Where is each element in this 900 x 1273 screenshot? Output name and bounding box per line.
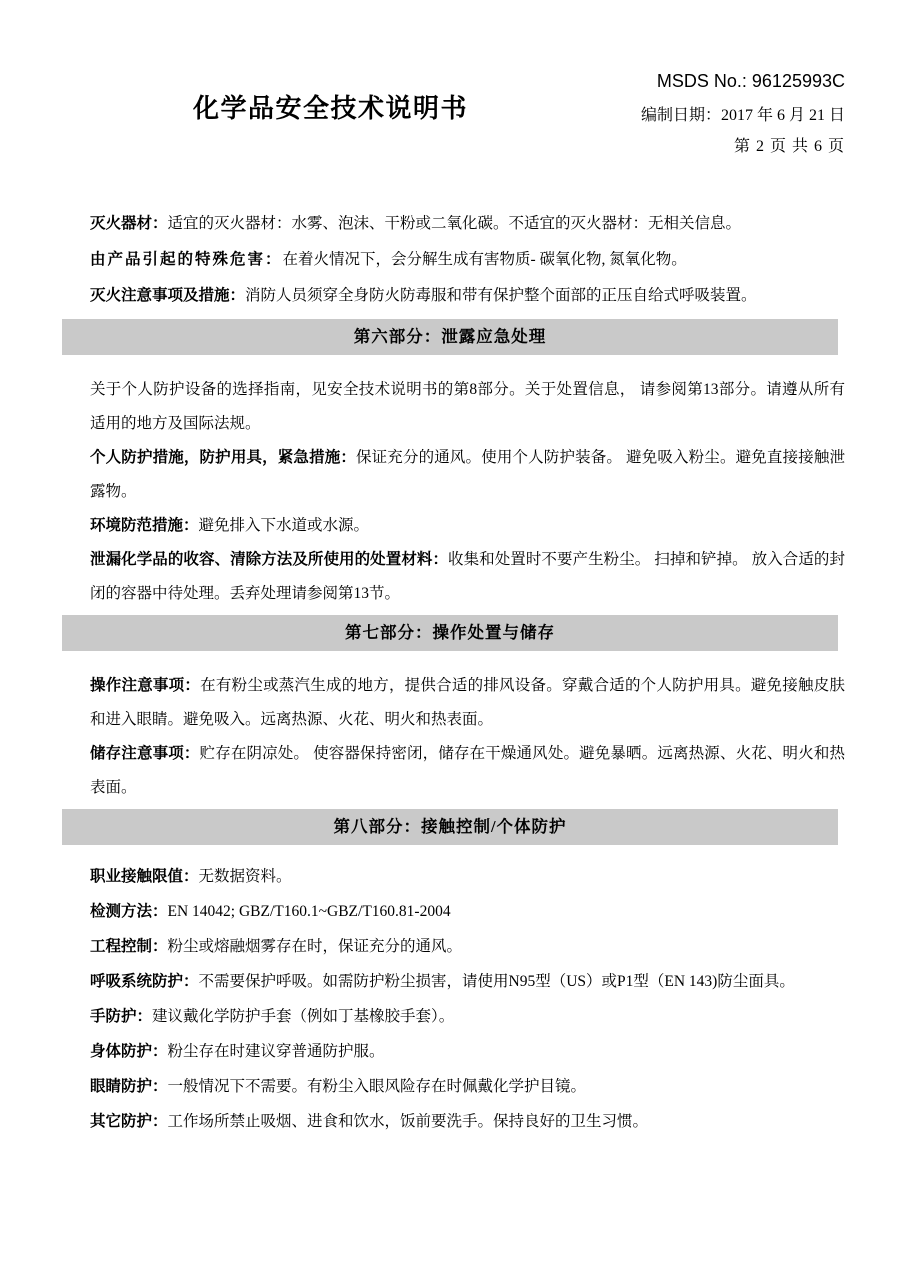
para-storage: [90, 737, 845, 805]
page-indicator: 第 2 页 共 6 页: [733, 138, 845, 155]
row-detection-method: [90, 894, 845, 929]
row-occupational-limit-text: 无数据资料。: [198, 868, 292, 885]
para-firefighting-precautions-text: 消防人员须穿全身防火防毒服和带有保护整个面部的正压自给式呼吸装置。: [245, 287, 757, 304]
compile-date: 编制日期：2017 年 6 月 21 日: [640, 107, 845, 124]
document-header: [0, 0, 900, 170]
row-hand-protection-label: 手防护：: [90, 1008, 153, 1025]
para-spill-cleanup-label: 泄漏化学品的收容、清除方法及所使用的处置材料：: [90, 551, 449, 568]
para-special-hazards-label: 由产品引起的特殊危害：: [90, 251, 283, 268]
para-firefighting-precautions-label: 灭火注意事项及措施：: [90, 287, 246, 304]
document-body: [0, 206, 900, 1139]
section7-header-bar: 第七部分：操作处置与储存: [62, 615, 838, 651]
row-respiratory-protection-text: 不需要保护呼吸。如需防护粉尘损害，请使用N95型（US）或P1型（EN 143)防尘面具。: [198, 973, 795, 990]
para-environmental-precautions-text: 避免排入下水道或水源。: [198, 517, 370, 534]
para-spill-cleanup: [90, 543, 845, 611]
row-hand-protection-text: 建议戴化学防护手套（例如丁基橡胶手套）。: [152, 1008, 455, 1025]
row-other-protection: [90, 1104, 845, 1139]
para-personal-protection: [90, 441, 845, 509]
row-occupational-limit: [90, 859, 845, 894]
section8-header-bar: 第八部分：接触控制/个体防护: [62, 809, 838, 845]
row-other-protection-text: 工作场所禁止吸烟、进食和饮水，饭前要洗手。保持良好的卫生习惯。: [167, 1113, 649, 1130]
row-body-protection: [90, 1034, 845, 1069]
row-detection-method-label: 检测方法：: [90, 903, 168, 920]
document-title: 化学品安全技术说明书: [193, 94, 469, 123]
section6-header-bar: 第六部分：泄露应急处理: [62, 319, 838, 355]
para-storage-text: 贮存在阴凉处。 使容器保持密闭，储存在干燥通风处。避免暴晒。远离热源、火花、明火和热表面。: [90, 745, 845, 796]
para-fire-equipment: [90, 206, 845, 242]
row-occupational-limit-label: 职业接触限值：: [90, 868, 199, 885]
para-personal-protection-label: 个人防护措施，防护用具，紧急措施：: [90, 449, 357, 466]
para-fire-equipment-label: 灭火器材：: [90, 215, 168, 232]
row-body-protection-label: 身体防护：: [90, 1043, 168, 1060]
para-ppe-guidance: 关于个人防护设备的选择指南，见安全技术说明书的第8部分。关于处置信息， 请参阅第13部分。请遵从所有适用的地方及国际法规。: [90, 381, 845, 432]
section8-rows: [90, 859, 845, 1139]
row-detection-method-text: EN 14042; GBZ/T160.1~GBZ/T160.81-2004: [167, 903, 451, 920]
para-environmental-precautions: [90, 509, 845, 543]
msds-number: MSDS No.: 96125993C: [656, 71, 845, 91]
para-special-hazards-text: 在着火情况下，会分解生成有害物质- 碳氧化物, 氮氧化物。: [282, 251, 687, 268]
row-eye-protection: [90, 1069, 845, 1104]
row-eye-protection-label: 眼睛防护：: [90, 1078, 168, 1095]
para-environmental-precautions-label: 环境防范措施：: [90, 517, 199, 534]
row-other-protection-label: 其它防护：: [90, 1113, 168, 1130]
para-handling-label: 操作注意事项：: [90, 677, 201, 694]
row-engineering-control-text: 粉尘或熔融烟雾存在时，保证充分的通风。: [167, 938, 463, 955]
row-respiratory-protection: [90, 964, 845, 999]
row-eye-protection-text: 一般情况下不需要。有粉尘入眼风险存在时佩戴化学护目镜。: [167, 1078, 587, 1095]
row-body-protection-text: 粉尘存在时建议穿普通防护服。: [167, 1043, 385, 1060]
row-hand-protection: [90, 999, 845, 1034]
row-engineering-control: [90, 929, 845, 964]
row-respiratory-protection-label: 呼吸系统防护：: [90, 973, 199, 990]
para-handling-text: 在有粉尘或蒸汽生成的地方，提供合适的排风设备。穿戴合适的个人防护用具。避免接触皮肤和进入眼睛。避免吸入。远离热源、火花、明火和热表面。: [90, 677, 845, 728]
para-special-hazards: [90, 242, 845, 278]
para-storage-label: 储存注意事项：: [90, 745, 200, 762]
para-handling: [90, 669, 845, 737]
para-firefighting-precautions: [90, 278, 845, 314]
para-spill-cleanup-text: 收集和处置时不要产生粉尘。 扫掉和铲掉。 放入合适的封闭的容器中待处理。丢弃处理请参阅第13节。: [90, 551, 845, 602]
row-engineering-control-label: 工程控制：: [90, 938, 168, 955]
para-fire-equipment-text: 适宜的灭火器材：水雾、泡沫、干粉或二氧化碳。不适宜的灭火器材：无相关信息。: [167, 215, 742, 232]
para-personal-protection-text: 保证充分的通风。使用个人防护装备。 避免吸入粉尘。避免直接接触泄露物。: [90, 449, 845, 500]
